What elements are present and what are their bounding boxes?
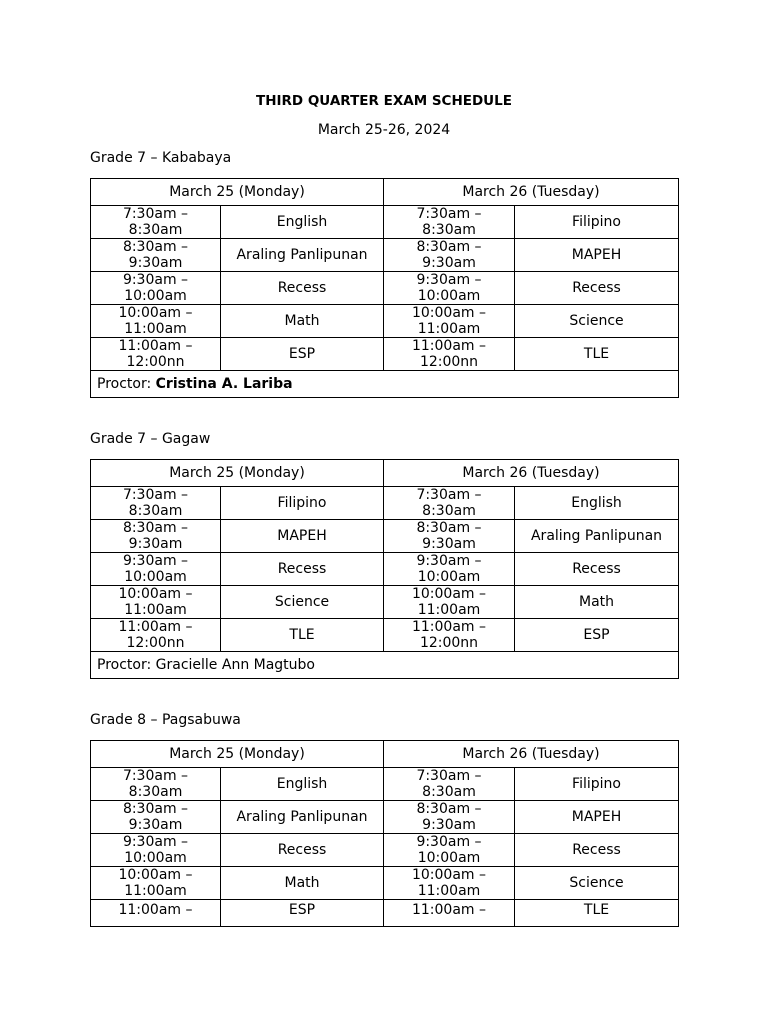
proctor-cell: Proctor: Gracielle Ann Magtubo bbox=[91, 652, 679, 679]
subject-cell: TLE bbox=[515, 900, 679, 927]
time-cell: 8:30am – 9:30am bbox=[384, 239, 515, 272]
subject-cell: Filipino bbox=[221, 487, 384, 520]
time-cell: 11:00am – 12:00nn bbox=[384, 338, 515, 371]
time-cell: 10:00am – 11:00am bbox=[384, 867, 515, 900]
table-row bbox=[91, 834, 679, 867]
subject-cell: Araling Panlipunan bbox=[221, 239, 384, 272]
subject-cell: TLE bbox=[515, 338, 679, 371]
time-cell: 9:30am – 10:00am bbox=[91, 834, 221, 867]
subject-cell: MAPEH bbox=[515, 239, 679, 272]
subject-cell: TLE bbox=[221, 619, 384, 652]
subject-cell: Math bbox=[221, 867, 384, 900]
time-cell: 9:30am – 10:00am bbox=[384, 834, 515, 867]
proctor-name: Cristina A. Lariba bbox=[155, 376, 293, 392]
table-row bbox=[91, 520, 679, 553]
schedule-table-grade8-pagsabuwa bbox=[90, 740, 679, 927]
subject-cell: Math bbox=[221, 305, 384, 338]
subject-cell: Araling Panlipunan bbox=[221, 801, 384, 834]
subject-cell: Recess bbox=[221, 834, 384, 867]
proctor-cell bbox=[91, 371, 679, 398]
time-cell: 10:00am – 11:00am bbox=[384, 586, 515, 619]
time-cell: 9:30am – 10:00am bbox=[384, 272, 515, 305]
day2-header: March 26 (Tuesday) bbox=[384, 460, 679, 487]
time-cell: 11:00am – 12:00nn bbox=[91, 619, 221, 652]
time-cell: 10:00am – 11:00am bbox=[91, 305, 221, 338]
day2-header: March 26 (Tuesday) bbox=[384, 179, 679, 206]
table-header-row bbox=[91, 741, 679, 768]
table-row bbox=[91, 272, 679, 305]
subject-cell: Filipino bbox=[515, 206, 679, 239]
day1-header: March 25 (Monday) bbox=[91, 179, 384, 206]
subject-cell: Recess bbox=[221, 272, 384, 305]
table-row bbox=[91, 487, 679, 520]
time-cell: 8:30am – 9:30am bbox=[384, 801, 515, 834]
subject-cell: Recess bbox=[515, 834, 679, 867]
table-row bbox=[91, 239, 679, 272]
subject-cell: ESP bbox=[221, 900, 384, 927]
table-row bbox=[91, 206, 679, 239]
subject-cell: MAPEH bbox=[515, 801, 679, 834]
subject-cell: English bbox=[221, 768, 384, 801]
time-cell: 7:30am – 8:30am bbox=[91, 487, 221, 520]
table-row bbox=[91, 338, 679, 371]
subject-cell: English bbox=[221, 206, 384, 239]
table-row bbox=[91, 553, 679, 586]
proctor-row bbox=[91, 652, 679, 679]
table-row bbox=[91, 305, 679, 338]
time-cell: 11:00am – 12:00nn bbox=[91, 338, 221, 371]
time-cell: 10:00am – 11:00am bbox=[384, 305, 515, 338]
time-cell: 8:30am – 9:30am bbox=[91, 801, 221, 834]
time-cell: 11:00am – bbox=[384, 900, 515, 927]
proctor-row bbox=[91, 371, 679, 398]
table-row bbox=[91, 768, 679, 801]
table-row bbox=[91, 619, 679, 652]
time-cell: 8:30am – 9:30am bbox=[384, 520, 515, 553]
time-cell: 8:30am – 9:30am bbox=[91, 239, 221, 272]
table-row bbox=[91, 801, 679, 834]
subject-cell: ESP bbox=[515, 619, 679, 652]
time-cell: 9:30am – 10:00am bbox=[384, 553, 515, 586]
day1-header: March 25 (Monday) bbox=[91, 741, 384, 768]
time-cell: 10:00am – 11:00am bbox=[91, 867, 221, 900]
section-label-grade8-pagsabuwa: Grade 8 – Pagsabuwa bbox=[90, 712, 241, 728]
section-label-grade7-kababaya: Grade 7 – Kababaya bbox=[90, 150, 232, 166]
day2-header: March 26 (Tuesday) bbox=[384, 741, 679, 768]
subject-cell: ESP bbox=[221, 338, 384, 371]
time-cell: 9:30am – 10:00am bbox=[91, 553, 221, 586]
day1-header: March 25 (Monday) bbox=[91, 460, 384, 487]
document-date-range: March 25-26, 2024 bbox=[317, 122, 451, 138]
subject-cell: Recess bbox=[515, 553, 679, 586]
table-row bbox=[91, 900, 679, 927]
time-cell: 7:30am – 8:30am bbox=[384, 487, 515, 520]
table-row bbox=[91, 867, 679, 900]
schedule-table-grade7-kababaya bbox=[90, 178, 679, 398]
table-row bbox=[91, 586, 679, 619]
subject-cell: Science bbox=[221, 586, 384, 619]
time-cell: 9:30am – 10:00am bbox=[91, 272, 221, 305]
table-header-row bbox=[91, 179, 679, 206]
subject-cell: Recess bbox=[221, 553, 384, 586]
table-header-row bbox=[91, 460, 679, 487]
subject-cell: Recess bbox=[515, 272, 679, 305]
document-title: THIRD QUARTER EXAM SCHEDULE bbox=[256, 93, 512, 109]
subject-cell: Math bbox=[515, 586, 679, 619]
time-cell: 7:30am – 8:30am bbox=[91, 206, 221, 239]
subject-cell: Science bbox=[515, 305, 679, 338]
time-cell: 7:30am – 8:30am bbox=[384, 768, 515, 801]
time-cell: 7:30am – 8:30am bbox=[384, 206, 515, 239]
subject-cell: Filipino bbox=[515, 768, 679, 801]
schedule-table-grade7-gagaw bbox=[90, 459, 679, 679]
subject-cell: Science bbox=[515, 867, 679, 900]
time-cell: 8:30am – 9:30am bbox=[91, 520, 221, 553]
subject-cell: English bbox=[515, 487, 679, 520]
time-cell: 11:00am – bbox=[91, 900, 221, 927]
subject-cell: Araling Panlipunan bbox=[515, 520, 679, 553]
section-label-grade7-gagaw: Grade 7 – Gagaw bbox=[90, 431, 211, 447]
time-cell: 10:00am – 11:00am bbox=[91, 586, 221, 619]
proctor-label: Proctor: bbox=[97, 376, 156, 392]
time-cell: 11:00am – 12:00nn bbox=[384, 619, 515, 652]
time-cell: 7:30am – 8:30am bbox=[91, 768, 221, 801]
subject-cell: MAPEH bbox=[221, 520, 384, 553]
